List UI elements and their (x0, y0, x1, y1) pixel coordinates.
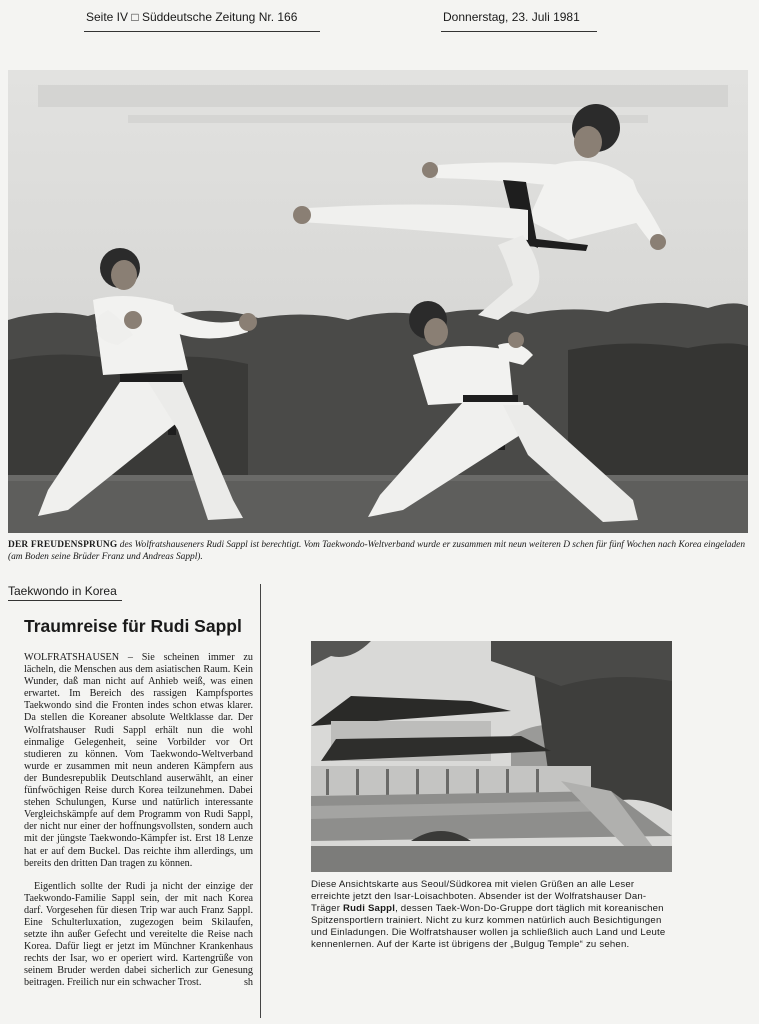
temple-caption-name: Rudi Sappl (342, 903, 396, 914)
author-signature: sh (243, 977, 253, 989)
taekwondo-photo (8, 70, 748, 533)
temple-photo-illustration (311, 641, 672, 872)
temple-caption-part2: , dessen Taek-Won-Do-Gruppe dort täglich mit koreanischen Spitzensportlern trainiert. Nicht zu kurz kommen natürlich auch Besichtigungen und Einladungen. Die Wolfratshauser wollen ja schließlich auch Land und Leute kennenlernen. Auf der Karte ist übrigens der „Bulgug Temple“ zu sehen. (311, 903, 666, 950)
caption-lead: DER FREUDENSPRUNG (8, 540, 118, 550)
header-rule-left (84, 31, 320, 32)
article-kicker: Taekwondo in Korea (8, 584, 117, 598)
paragraph-2-text: Eigentlich sollte der Rudi ja nicht der einzige der Taekwondo-Familie Sappl sein, der mit nach Korea darf. Vorgesehen für diesen Trip war auch Franz Sappl. Eine Schulterluxation, zugezogen beim Skilaufen, setzte ihn außer Gefecht und vereitelte die Reise nach Korea. Dafür liegt er jetzt im Münchner Krankenhaus rechts der Isar, wo er operiert wird. Kartengrüße von seinem Bruder werden dabei sicherlich zur Genesung beitragen. Freilich nur ein schwacher Trost. (24, 880, 253, 989)
article-headline: Traumreise für Rudi Sappl (24, 616, 242, 636)
column-divider (260, 584, 261, 1018)
temple-caption-part1: Diese Ansichtskarte aus Seoul/Südkorea mit vielen Grüßen an alle Leser erreichte jetzt den Isar-Loisachboten. Absender ist der Wolfratshauser Dan-Träger (311, 879, 647, 914)
article-paragraph-1: WOLFRATSHAUSEN – Sie scheinen immer zu lächeln, die Menschen aus dem asiatischen Raum. Kein Wunder, daß man nicht auf Anhieb weiß, was einen erwartet. Im Bereich des rassigen Kampfsportes Taekwondo sind die Fronten indes schon etwas klarer. Da stellen die Koreaner absolute Weltklasse dar. Der Wolfratshauser Rudi Sappl erhält nun die wohl einmalige Gelegenheit, seine Vorbilder vor Ort studieren zu können. Vom Taekwondo-Weltverband wurde er zusammen mit neun anderen Kämpfern aus der Bundesrepublik Deutschland auserwählt, an einer fünfwöchigen Reise durch Korea teilzunehmen. Dabei stehen Schulungen, Kurse und natürlich interessante Vergleichskämpfe auf dem Programm von Rudi Sappl, der nicht nur einer der hoffnungsvollsten, sondern auch mit der jüngste Taekwondo-Kämpfer ist. Erst 18 Lenze hat er auf dem Buckel. Das reichte ihm allerdings, um bereits den dritten Dan tragen zu können. (24, 652, 253, 869)
temple-postcard-photo (311, 641, 672, 872)
photo-caption-jump (8, 539, 753, 563)
article-paragraph-2 (24, 881, 253, 990)
article-body (24, 652, 253, 1001)
kicker-underline (8, 600, 122, 601)
caption-text: des Wolfratshauseners Rudi Sappl ist berechtigt. Vom Taekwondo-Weltverband wurde er zusammen mit neun weiteren D schen für fünf Wochen nach Korea eingeladen (am Boden seine Brüder Franz und Andreas Sappl). (8, 540, 746, 562)
header-rule-right (441, 31, 597, 32)
page-header-date: Donnerstag, 23. Juli 1981 (443, 10, 580, 24)
page-header-left: Seite IV □ Süddeutsche Zeitung Nr. 166 (86, 10, 298, 24)
photo-caption-temple (311, 879, 673, 951)
taekwondo-photo-illustration (8, 70, 748, 533)
